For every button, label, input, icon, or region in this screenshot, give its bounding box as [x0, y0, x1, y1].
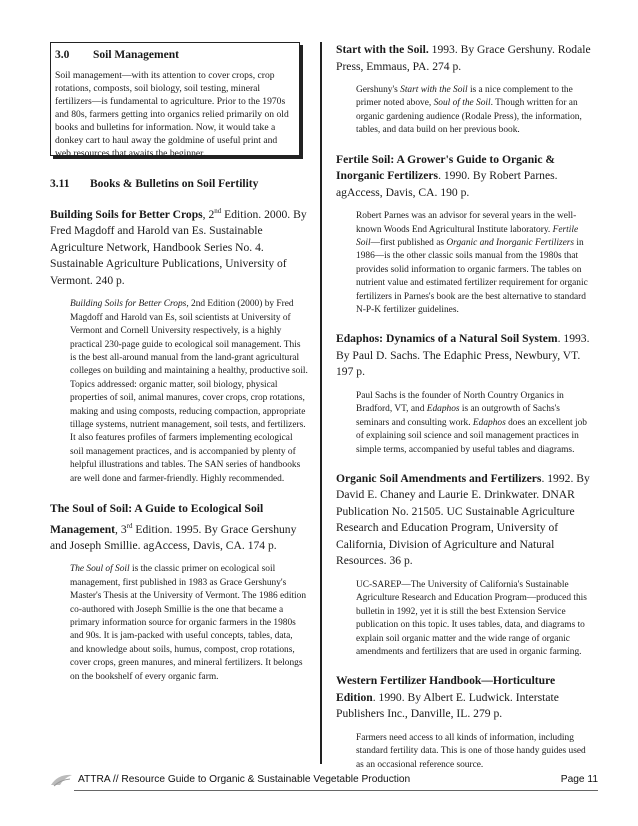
entry-soul-of-soil [50, 501, 308, 684]
entry-title [336, 471, 594, 570]
entry-description [70, 563, 308, 684]
footer-text: ATTRA // Resource Guide to Organic & Sustainable Vegetable Production [78, 774, 411, 785]
entry-title-text: . 1992. By David E. Chaney and Laurie E. Drinkwater. DNAR Publication No. 21505. UC Sustainable Agriculture Research and Education Program, University of California, Division of Agriculture and Natural Resources. 36 p. [336, 471, 590, 568]
entry-desc-text: is an outgrowth of Sachs's seminars and consulting work. [356, 404, 560, 428]
intro-text: Soil management—with its attention to cover crops, crop rotations, composts, soil biology, soil testing, mineral fertilizers—is fundamental to agriculture. Prior to the 1970s and 80s, farmers getting into organics relied primarily on old books and bulletins for information. Now, it would take a donkey cart to haul away the goldmine of useful print and web resources that awaits the beginner. [55, 70, 289, 159]
entry-desc-italic: Start with the Soil [400, 85, 468, 95]
entry-title-text: 1993. By Grace Gershuny. Rodale Press, Emmaus, PA. 274 p. [336, 43, 591, 73]
entry-title-bold: Building Soils for Better Crops [50, 207, 203, 221]
entry-title-bold: Fertile Soil: A Grower's Guide to Organic & Inorganic Fertilizers [336, 152, 556, 183]
entry-title [336, 42, 594, 75]
entry-description: UC-SAREP—The University of California's Sustainable Agriculture Research and Education Program—produced this bulletin in 1992, yet it is still the best Extension Service publication on this topic. It uses tables, data, and diagrams to explain soil organic matter and the wide range of organic amendments and fertilizers that are used in organic farming. [356, 579, 587, 657]
entry-title-bold: Edaphos: Dynamics of a Natural Soil System [336, 332, 558, 346]
entry-title [336, 331, 594, 381]
column-divider [320, 42, 322, 764]
left-column [50, 203, 308, 684]
entry-description [356, 84, 594, 138]
entry-title-text: . 1990. By Robert Parnes. agAccess, Davis, CA. 190 p. [336, 169, 558, 199]
entry-description [356, 390, 594, 457]
entry-desc-text: , 2nd Edition (2000) by Fred Magdoff and Harold van Es, soil scientists at University of Vermont and Cornell University respectively, is a highly practical 230-page guide to ecological soil management. This is the best all-around manual from the land-grant agricultural colleges on building and maintaining a healthy, productive soil. Topics addressed: organic matter, soil biology, physical properties of soil, animal manures, cover crops, crop rotations, making and using composts, reducing compaction, appropriate tillage systems, nutrient management, soil tests, and fertilizers. It also features profiles of farmers implementing ecological soil management practices, and is accompanied by plenty of helpful illustrations and tables. The SAN series of handbooks are well done and farmer-friendly. Highly recommended. [70, 299, 308, 484]
entry-building-soils [50, 203, 308, 486]
entry-organic-amendments [336, 471, 594, 659]
section-heading [50, 178, 258, 190]
entry-title-bold: Western Fertilizer Handbook—Horticulture Edition [336, 674, 556, 704]
right-column [336, 42, 594, 772]
entry-desc-text: is a nice complement to the primer noted above, [356, 85, 573, 109]
entry-title-text: Edition. 2000. By Fred Magdoff and Harold van Es. Sustainable Agriculture Network, Handbook Series No. 4. Sustainable Agriculture Publications, University of Vermont. 240 p. [50, 207, 307, 287]
entry-desc-text: Gershuny's [356, 85, 401, 95]
entry-desc-italic: Soul of the Soil [433, 98, 491, 109]
intro-number: 3.0 [55, 49, 70, 61]
intro-heading [55, 49, 295, 61]
entry-title [50, 501, 308, 554]
entry-title-text: , 3 [115, 522, 127, 536]
entry-edaphos [336, 331, 594, 457]
entry-title-bold: The Soul of Soil: A Guide to Ecological Soil Management [50, 502, 264, 536]
entry-title-sup: rd [126, 521, 133, 530]
entry-desc-text: Paul Sachs is the founder of North Country Organics in Bradford, VT, and [356, 390, 564, 415]
entry-description: Farmers need access to all kinds of information, including standard fertility data. This is one of those handy guides used as an occasional reference source. [356, 732, 586, 770]
entry-description [70, 298, 308, 486]
entry-title-text: . 1990. By Albert E. Ludwick. Interstate Publishers Inc., Danville, IL. 279 p. [336, 690, 559, 721]
entry-desc-text: Robert Parnes was an advisor for several years in the well-known Woods End Agricultural Institute laboratory. [356, 211, 577, 235]
entry-desc-text: . Though written for an organic gardening audience (Rodale Press), the information, tables, and data build on her previous book. [356, 98, 582, 136]
entry-fertile-soil [336, 152, 594, 318]
section-number: 3.11 [50, 178, 70, 190]
entry-title-sup: nd [214, 207, 222, 215]
page-number: Page 11 [560, 774, 598, 785]
section-title: Books & Bulletins on Soil Fertility [90, 178, 259, 190]
entry-title [50, 203, 308, 289]
intro-title: Soil Management [93, 49, 179, 61]
entry-title [336, 673, 594, 723]
entry-title-text: , 2 [202, 207, 215, 221]
footer-rule [74, 790, 598, 791]
entry-desc-italic: Edaphos [426, 404, 460, 415]
attra-leaf-logo-icon [50, 772, 74, 788]
entry-desc-italic: The Soul of Soil [70, 564, 130, 575]
entry-desc-text: in 1986—is the other classic soils manual from the 1980s that provides solid information to organic farmers. The tables on nutrient value and estimated fertilizer requirement for organic fertilizers in Parnes's book are the best alternative to standard N-P-K fertilizer guidelines. [356, 237, 588, 315]
intro-box [50, 42, 300, 159]
entry-title-text: . 1993. By Paul D. Sachs. The Edaphic Press, Newbury, VT. 197 p. [336, 332, 590, 379]
entry-title-bold: Organic Soil Amendments and Fertilizers [336, 471, 542, 485]
entry-western-fertilizer [336, 673, 594, 772]
entry-description [356, 210, 594, 317]
entry-title-text: Edition. 1995. By Grace Gershuny and Joseph Smillie. agAccess, Davis, CA. 174 p. [50, 522, 297, 552]
entry-desc-text: —first published as [370, 237, 447, 248]
entry-desc-italic: Building Soils for Better Crops [70, 299, 187, 310]
entry-desc-italic: Fertile Soil [356, 224, 579, 248]
entry-title-bold: Start with the Soil. [336, 43, 429, 56]
entry-desc-italic: Organic and Inorganic Fertilizers [446, 237, 575, 248]
entry-desc-italic: Edaphos [472, 417, 506, 428]
page-footer [50, 772, 598, 792]
entry-desc-text: does an excellent job of explaining soil science and soil management practices in simple terms, accompanied by useful tables and diagrams. [356, 417, 587, 455]
entry-desc-text: is the classic primer on ecological soil management, first published in 1983 as Grace Gershuny's Master's Thesis at the University of Vermont. The 1986 edition co-authored with Joseph Smillie is the one that became a primary information source for organic farmers in the 1980s and 90s. It is jam-packed with useful concepts, tables, data, and knowledge about soils, humus, compost, crop rotations, cover crops, green manures, and mineral fertilizers. It belongs on the bookshelf of every organic farm. [70, 564, 307, 682]
entry-start-with-soil [336, 42, 594, 138]
entry-title [336, 152, 594, 202]
